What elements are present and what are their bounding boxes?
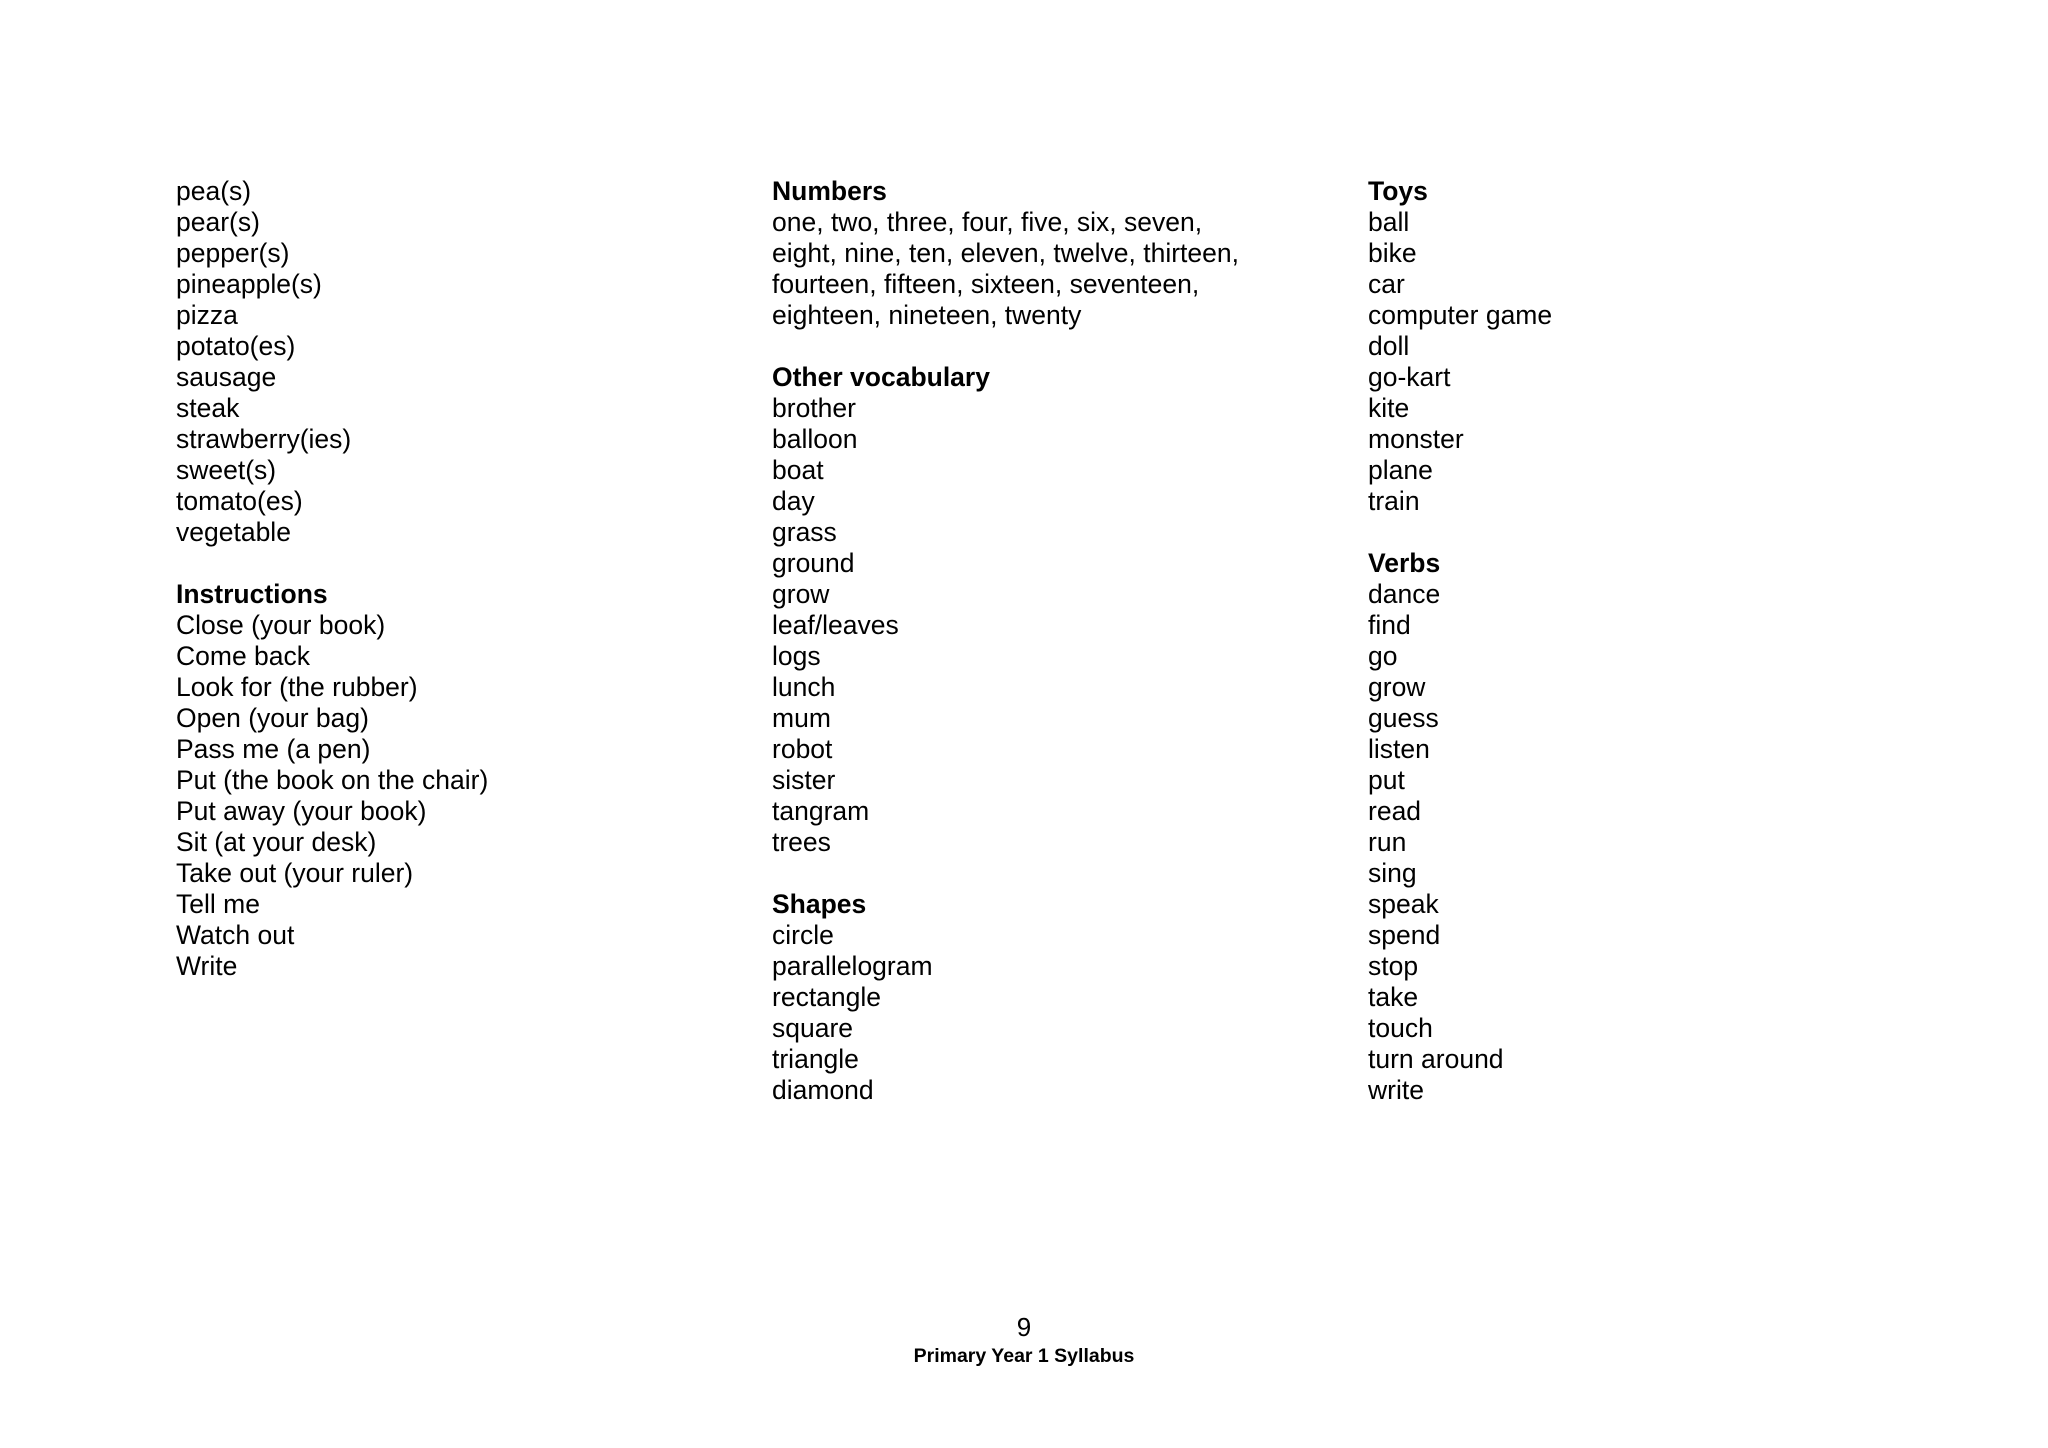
vocabulary-item: Tell me: [176, 889, 260, 919]
vocabulary-item: eight, nine, ten, eleven, twelve, thirteen,: [772, 238, 1239, 268]
vocabulary-item: pear(s): [176, 207, 260, 237]
vocabulary-item: lunch: [772, 672, 836, 702]
vocabulary-item: potato(es): [176, 331, 296, 361]
vocabulary-item: bike: [1368, 238, 1417, 268]
vocabulary-item: tomato(es): [176, 486, 303, 516]
vocabulary-item: write: [1368, 1075, 1424, 1105]
vocabulary-item: touch: [1368, 1013, 1433, 1043]
vocabulary-item: run: [1368, 827, 1407, 857]
vocabulary-item: speak: [1368, 889, 1439, 919]
vocabulary-section: [1368, 548, 1928, 1106]
vocabulary-item: sausage: [176, 362, 277, 392]
vocabulary-item: grow: [772, 579, 830, 609]
vocabulary-item: dance: [1368, 579, 1441, 609]
vocabulary-item: robot: [772, 734, 833, 764]
vocabulary-item: day: [772, 486, 815, 516]
vocabulary-item: train: [1368, 486, 1420, 516]
vocabulary-item: sing: [1368, 858, 1417, 888]
vocabulary-item: steak: [176, 393, 240, 423]
vocabulary-item: plane: [1368, 455, 1433, 485]
section-heading: Shapes: [772, 889, 867, 919]
vocabulary-section: [772, 362, 1332, 858]
vocabulary-item: Take out (your ruler): [176, 858, 414, 888]
vocabulary-item: Look for (the rubber): [176, 672, 418, 702]
vocabulary-section: [1368, 176, 1928, 517]
vocabulary-item: vegetable: [176, 517, 291, 547]
vocabulary-item: monster: [1368, 424, 1464, 454]
footer-title: Primary Year 1 Syllabus: [913, 1345, 1135, 1367]
vocabulary-item: car: [1368, 269, 1405, 299]
vocabulary-item: rectangle: [772, 982, 882, 1012]
vocabulary-item: doll: [1368, 331, 1410, 361]
vocabulary-item: put: [1368, 765, 1405, 795]
vocabulary-column-3: [1368, 176, 1928, 1106]
section-heading: Toys: [1368, 176, 1428, 206]
vocabulary-item: Watch out: [176, 920, 295, 950]
vocabulary-item: one, two, three, four, five, six, seven,: [772, 207, 1203, 237]
vocabulary-item: logs: [772, 641, 821, 671]
vocabulary-item: listen: [1368, 734, 1430, 764]
vocabulary-item: tangram: [772, 796, 870, 826]
vocabulary-item: square: [772, 1013, 854, 1043]
vocabulary-item: Sit (at your desk): [176, 827, 377, 857]
vocabulary-item: fourteen, fifteen, sixteen, seventeen,: [772, 269, 1200, 299]
vocabulary-item: ball: [1368, 207, 1410, 237]
vocabulary-item: Come back: [176, 641, 311, 671]
vocabulary-item: strawberry(ies): [176, 424, 352, 454]
vocabulary-item: mum: [772, 703, 831, 733]
vocabulary-item: circle: [772, 920, 834, 950]
page-number: 9: [1016, 1312, 1032, 1342]
vocabulary-section: [176, 579, 736, 982]
vocabulary-item: spend: [1368, 920, 1441, 950]
vocabulary-item: stop: [1368, 951, 1419, 981]
vocabulary-item: trees: [772, 827, 831, 857]
vocabulary-item: Put away (your book): [176, 796, 427, 826]
vocabulary-item: pea(s): [176, 176, 252, 206]
vocabulary-item: Put (the book on the chair): [176, 765, 489, 795]
vocabulary-item: Close (your book): [176, 610, 386, 640]
vocabulary-item: boat: [772, 455, 824, 485]
vocabulary-column-2: [772, 176, 1332, 1106]
section-heading: Numbers: [772, 176, 887, 206]
vocabulary-item: pizza: [176, 300, 238, 330]
vocabulary-item: read: [1368, 796, 1422, 826]
vocabulary-item: brother: [772, 393, 856, 423]
vocabulary-item: eighteen, nineteen, twenty: [772, 300, 1082, 330]
vocabulary-item: diamond: [772, 1075, 874, 1105]
vocabulary-item: sister: [772, 765, 836, 795]
section-heading: Other vocabulary: [772, 362, 990, 392]
vocabulary-item: parallelogram: [772, 951, 933, 981]
vocabulary-item: grow: [1368, 672, 1426, 702]
vocabulary-item: pepper(s): [176, 238, 290, 268]
vocabulary-item: balloon: [772, 424, 858, 454]
vocabulary-section: [772, 176, 1332, 331]
vocabulary-column-1: [176, 176, 736, 982]
section-heading: Verbs: [1368, 548, 1441, 578]
vocabulary-item: ground: [772, 548, 855, 578]
vocabulary-item: go: [1368, 641, 1398, 671]
vocabulary-section: [772, 889, 1332, 1106]
vocabulary-item: triangle: [772, 1044, 859, 1074]
vocabulary-item: kite: [1368, 393, 1410, 423]
vocabulary-item: pineapple(s): [176, 269, 322, 299]
vocabulary-item: find: [1368, 610, 1411, 640]
vocabulary-item: sweet(s): [176, 455, 277, 485]
vocabulary-item: Write: [176, 951, 238, 981]
vocabulary-item: Open (your bag): [176, 703, 369, 733]
vocabulary-item: leaf/leaves: [772, 610, 899, 640]
vocabulary-section: [176, 176, 736, 548]
section-heading: Instructions: [176, 579, 328, 609]
vocabulary-item: computer game: [1368, 300, 1553, 330]
vocabulary-item: take: [1368, 982, 1419, 1012]
vocabulary-item: guess: [1368, 703, 1439, 733]
vocabulary-item: turn around: [1368, 1044, 1504, 1074]
vocabulary-item: grass: [772, 517, 837, 547]
vocabulary-item: Pass me (a pen): [176, 734, 371, 764]
vocabulary-item: go-kart: [1368, 362, 1451, 392]
